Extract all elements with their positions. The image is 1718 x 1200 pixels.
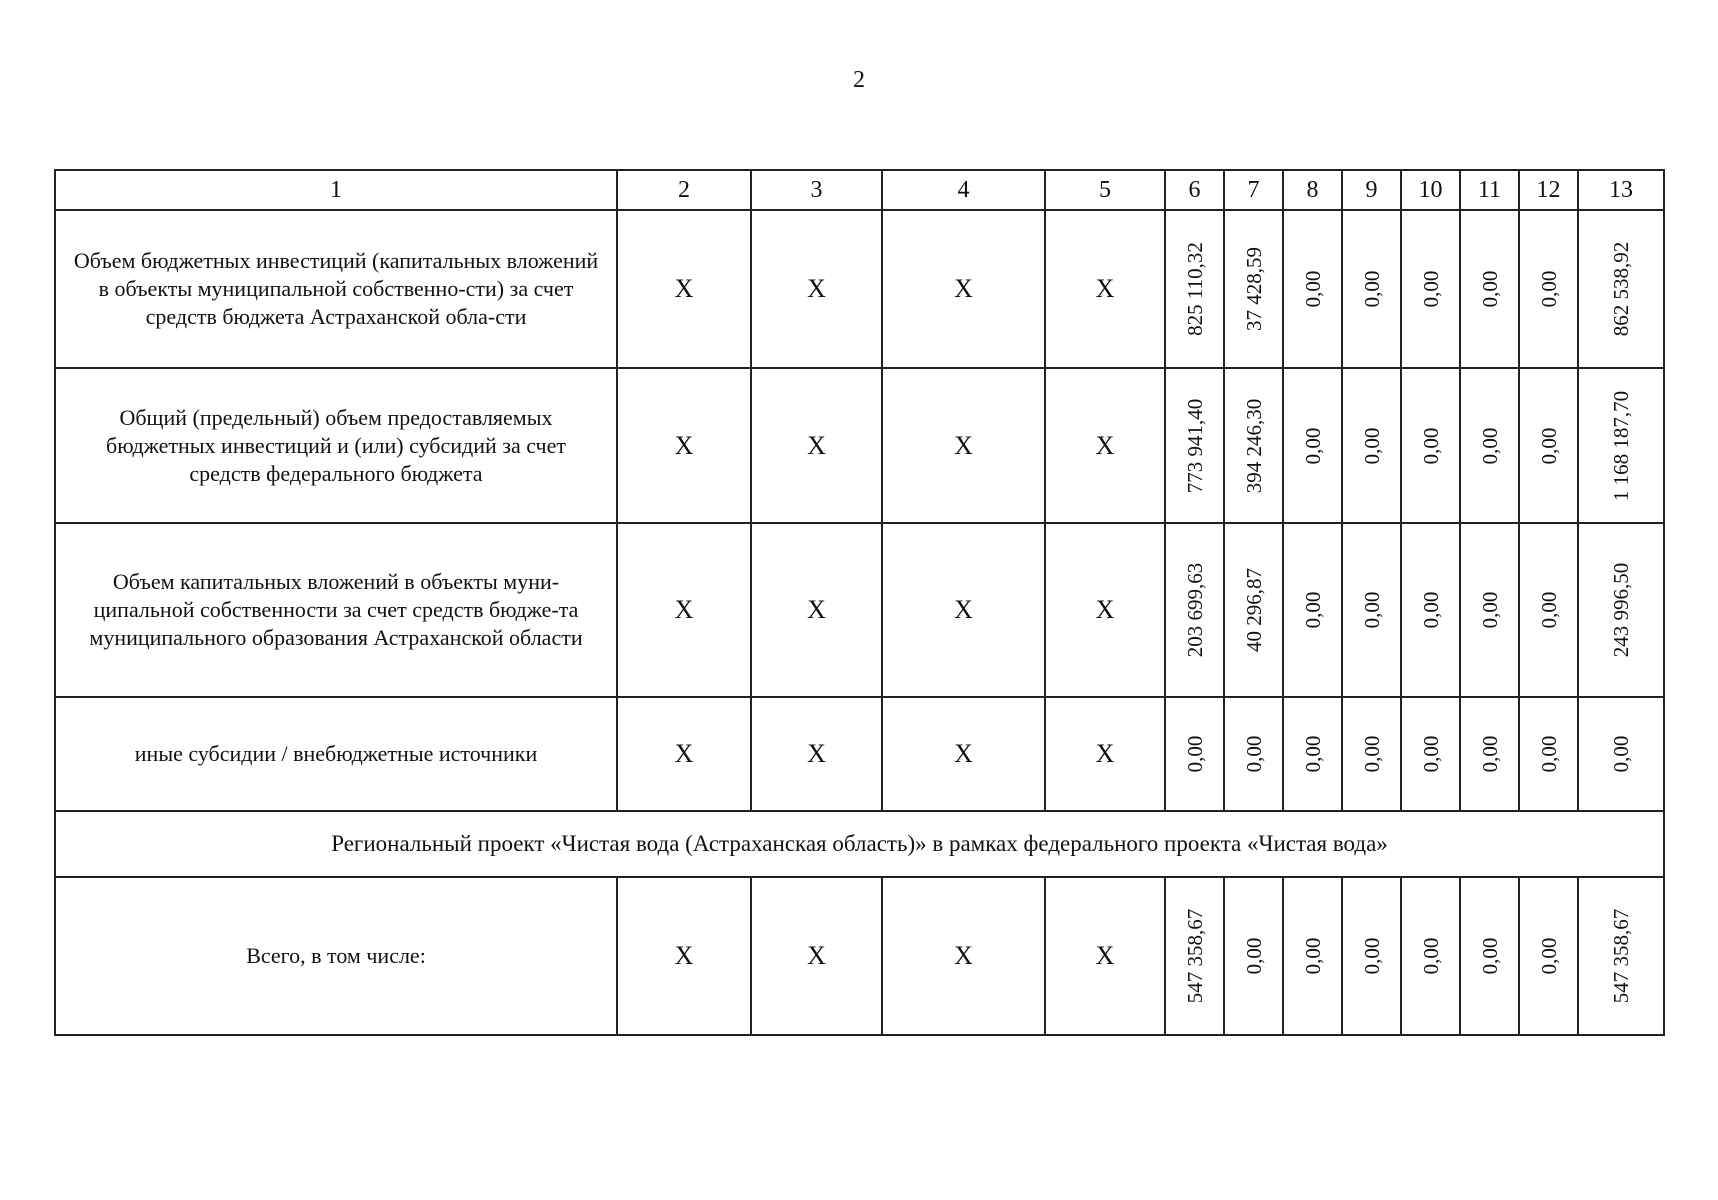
value-text: 37 428,59 [1241, 247, 1266, 331]
row-description: Объем бюджетных инвестиций (капитальных вложений в объекты муниципальной собственно-сти) за счет средств бюджета Астраханской обла-сти [55, 210, 617, 368]
row-description: иные субсидии / внебюджетные источники [55, 697, 617, 811]
value-cell [1224, 697, 1283, 811]
x-mark: X [751, 697, 882, 811]
value-cell [1578, 368, 1664, 523]
value-text: 0,00 [1418, 937, 1443, 975]
total-row [55, 877, 1664, 1035]
column-header: 12 [1519, 170, 1578, 210]
project-title: Региональный проект «Чистая вода (Астраханская область)» в рамках федерального проекта «Чистая вода» [55, 811, 1664, 877]
value-text: 0,00 [1418, 427, 1443, 464]
value-text: 394 246,30 [1241, 398, 1266, 493]
column-header: 11 [1460, 170, 1519, 210]
x-mark: X [617, 368, 751, 523]
value-cell [1283, 877, 1342, 1035]
value-cell [1519, 877, 1578, 1035]
column-header: 3 [751, 170, 882, 210]
value-text: 0,00 [1300, 591, 1325, 629]
value-text: 0,00 [1609, 735, 1633, 773]
value-text: 0,00 [1359, 270, 1384, 308]
value-cell [1401, 697, 1460, 811]
column-header: 5 [1045, 170, 1165, 210]
value-cell [1460, 368, 1519, 523]
value-cell [1165, 877, 1224, 1035]
table-row [55, 697, 1664, 811]
value-text: 0,00 [1182, 735, 1207, 773]
column-header: 9 [1342, 170, 1401, 210]
value-cell [1401, 523, 1460, 697]
x-mark: X [882, 697, 1045, 811]
value-text: 0,00 [1359, 591, 1384, 629]
column-header: 7 [1224, 170, 1283, 210]
value-text: 0,00 [1300, 735, 1325, 773]
value-cell [1578, 523, 1664, 697]
value-cell [1342, 210, 1401, 368]
value-text: 0,00 [1418, 591, 1443, 629]
x-mark: X [1045, 368, 1165, 523]
value-text: 0,00 [1359, 427, 1384, 464]
value-text: 547 358,67 [1609, 908, 1633, 1004]
value-text: 0,00 [1477, 735, 1502, 773]
x-mark: X [882, 523, 1045, 697]
x-mark: X [882, 368, 1045, 523]
value-text: 0,00 [1477, 427, 1502, 464]
column-header: 6 [1165, 170, 1224, 210]
table-row [55, 210, 1664, 368]
x-mark: X [751, 210, 882, 368]
value-cell [1578, 210, 1664, 368]
x-mark: X [751, 877, 882, 1035]
value-cell [1401, 210, 1460, 368]
value-cell [1519, 697, 1578, 811]
budget-table [54, 169, 1665, 1036]
value-text: 0,00 [1536, 735, 1561, 773]
value-text: 40 296,87 [1241, 568, 1266, 652]
project-row [55, 811, 1664, 877]
x-mark: X [1045, 210, 1165, 368]
value-text: 243 996,50 [1609, 562, 1633, 658]
value-text: 0,00 [1241, 735, 1266, 773]
value-text: 0,00 [1536, 270, 1561, 308]
value-cell [1578, 877, 1664, 1035]
value-text: 0,00 [1536, 591, 1561, 629]
value-text: 0,00 [1300, 270, 1325, 308]
value-text: 0,00 [1418, 735, 1443, 773]
value-cell [1283, 210, 1342, 368]
x-mark: X [1045, 877, 1165, 1035]
value-cell [1224, 523, 1283, 697]
page-number: 2 [853, 67, 865, 93]
value-cell [1283, 368, 1342, 523]
x-mark: X [1045, 697, 1165, 811]
x-mark: X [617, 877, 751, 1035]
value-cell [1460, 877, 1519, 1035]
value-cell [1283, 523, 1342, 697]
x-mark: X [882, 210, 1045, 368]
value-cell [1165, 210, 1224, 368]
value-cell [1165, 368, 1224, 523]
value-text: 1 168 187,70 [1609, 390, 1633, 501]
value-cell [1519, 368, 1578, 523]
column-header: 10 [1401, 170, 1460, 210]
table-row [55, 523, 1664, 697]
value-cell [1224, 877, 1283, 1035]
row-description: Общий (предельный) объем предоставляемых бюджетных инвестиций и (или) субсидий за счет средств федерального бюджета [55, 368, 617, 523]
column-header: 2 [617, 170, 751, 210]
value-cell [1401, 877, 1460, 1035]
x-mark: X [617, 210, 751, 368]
value-text: 0,00 [1359, 735, 1384, 773]
value-cell [1401, 368, 1460, 523]
value-cell [1342, 368, 1401, 523]
column-header: 8 [1283, 170, 1342, 210]
value-text: 0,00 [1477, 937, 1502, 975]
x-mark: X [751, 523, 882, 697]
value-cell [1460, 523, 1519, 697]
table-row [55, 368, 1664, 523]
value-cell [1224, 368, 1283, 523]
value-text: 825 110,32 [1182, 242, 1207, 336]
value-cell [1342, 697, 1401, 811]
column-header: 1 [55, 170, 617, 210]
value-text: 0,00 [1418, 270, 1443, 308]
total-label: Всего, в том числе: [55, 877, 617, 1035]
value-text: 0,00 [1359, 937, 1384, 975]
header-row [55, 170, 1664, 210]
value-text: 0,00 [1477, 270, 1502, 308]
value-text: 203 699,63 [1182, 562, 1207, 658]
value-text: 0,00 [1300, 937, 1325, 975]
value-text: 0,00 [1536, 937, 1561, 975]
value-cell [1519, 210, 1578, 368]
value-cell [1578, 697, 1664, 811]
value-cell [1342, 877, 1401, 1035]
value-cell [1283, 697, 1342, 811]
value-cell [1165, 697, 1224, 811]
value-text: 862 538,92 [1609, 241, 1633, 337]
value-cell [1342, 523, 1401, 697]
value-text: 773 941,40 [1182, 398, 1207, 493]
value-text: 0,00 [1477, 591, 1502, 629]
value-cell [1224, 210, 1283, 368]
value-text: 0,00 [1241, 937, 1266, 975]
x-mark: X [617, 697, 751, 811]
value-cell [1519, 523, 1578, 697]
value-text: 0,00 [1536, 427, 1561, 464]
value-cell [1165, 523, 1224, 697]
value-text: 547 358,67 [1182, 908, 1207, 1004]
x-mark: X [1045, 523, 1165, 697]
x-mark: X [617, 523, 751, 697]
x-mark: X [882, 877, 1045, 1035]
column-header: 4 [882, 170, 1045, 210]
value-cell [1460, 697, 1519, 811]
row-description: Объем капитальных вложений в объекты муни-ципальной собственности за счет средств бюдже-та муниципального образования Астраханской области [55, 523, 617, 697]
column-header: 13 [1578, 170, 1664, 210]
x-mark: X [751, 368, 882, 523]
value-text: 0,00 [1300, 427, 1325, 464]
value-cell [1460, 210, 1519, 368]
